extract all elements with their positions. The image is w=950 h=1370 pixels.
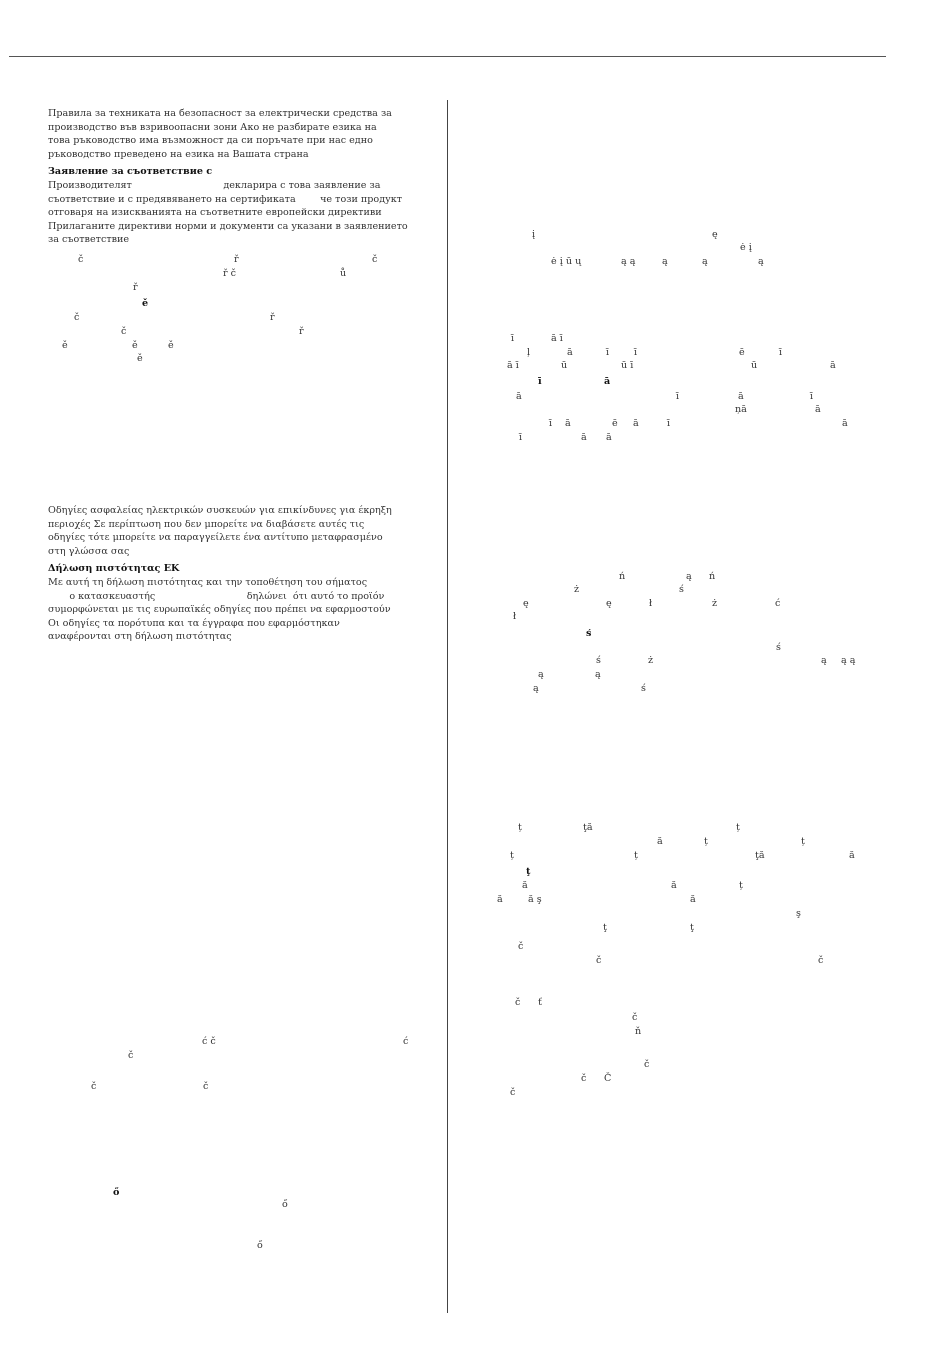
diacritic-fragment: ą ą — [841, 655, 856, 666]
diacritic-fragment: ē — [739, 347, 745, 358]
diacritic-fragment: ą — [595, 669, 601, 680]
diacritic-fragment: ł — [649, 598, 653, 609]
diacritic-fragment: č — [581, 1073, 587, 1084]
bulgarian-heading: Заявление за съответствие с — [48, 166, 213, 178]
diacritic-fragment: ě — [142, 298, 149, 309]
diacritic-fragment: č — [203, 1081, 209, 1092]
diacritic-fragment: ą — [686, 571, 692, 582]
diacritic-fragment: ţ — [603, 922, 607, 933]
diacritic-fragment: ț — [739, 880, 743, 891]
diacritic-fragment: ā — [606, 432, 612, 443]
greek-heading: Δήλωση πιστότητας ΕΚ — [48, 563, 180, 575]
diacritic-fragment: ā — [738, 391, 744, 402]
diacritic-fragment: ă — [671, 880, 677, 891]
diacritic-fragment: č — [372, 254, 378, 265]
diacritic-fragment: č — [632, 1012, 638, 1023]
diacritic-fragment: ī — [676, 391, 680, 402]
diacritic-fragment: ş — [796, 908, 801, 919]
bulgarian-body-line: за съответствие — [48, 234, 130, 246]
bulgarian-body-line: съответствие и с предявяването на сертификата че този продукт — [48, 193, 403, 205]
diacritic-fragment: ő — [257, 1240, 263, 1251]
diacritic-fragment: ń — [619, 571, 626, 582]
diacritic-fragment: ą — [702, 256, 708, 267]
diacritic-fragment: ī — [549, 418, 553, 429]
diacritic-fragment: ă — [690, 894, 696, 905]
diacritic-fragment: č — [515, 997, 521, 1008]
diacritic-fragment: ő — [282, 1199, 288, 1210]
diacritic-fragment: ř — [133, 282, 138, 293]
diacritic-fragment: ă ş — [528, 894, 542, 905]
diacritic-fragment: ă — [849, 850, 855, 861]
diacritic-fragment: ă — [497, 894, 503, 905]
bulgarian-intro-line: Правила за техниката на безопасност за електрически средства за — [48, 108, 392, 119]
diacritic-fragment: ā — [581, 432, 587, 443]
greek-body-line: συμορφώνεται με τις ευρωπαϊκές οδηγίες που πρέπει να εφαρμοστούν — [48, 604, 391, 616]
diacritic-fragment: ń — [709, 571, 716, 582]
diacritic-fragment: ż — [712, 598, 718, 609]
diacritic-fragment: č — [78, 254, 84, 265]
diacritic-fragment: ī — [779, 347, 783, 358]
diacritic-fragment: ř č — [223, 268, 237, 279]
greek-body-line: ο κατασκευαστής δηλώνει ότι αυτό το προϊόν — [48, 590, 385, 602]
diacritic-fragment: ą — [538, 669, 544, 680]
diacritic-fragment: ť — [538, 997, 542, 1008]
diacritic-fragment: ė į — [740, 242, 752, 253]
diacritic-fragment: ě — [62, 340, 68, 351]
diacritic-fragment: ř — [299, 326, 304, 337]
diacritic-fragment: ī — [606, 347, 610, 358]
diacritic-fragment: ţ — [526, 866, 531, 877]
diacritic-fragment: č — [818, 955, 824, 966]
diacritic-fragment: ā — [633, 418, 639, 429]
bulgarian-intro-line: производство във взривоопасни зони Ако не разбирате езика на — [48, 121, 377, 133]
diacritic-fragment: ę — [606, 598, 612, 609]
diacritic-fragment: ţă — [583, 822, 593, 833]
diacritic-fragment: ū — [561, 360, 568, 371]
diacritic-fragment: č — [128, 1050, 134, 1061]
greek-section — [48, 504, 438, 644]
greek-body-line: Με αυτή τη δήλωση πιστότητας και την τοποθέτηση του σήματος — [48, 576, 368, 588]
greek-body-line: αναφέρονται στη δήλωση πιστότητας — [48, 631, 232, 643]
diacritic-fragment: ś — [641, 683, 646, 694]
bulgarian-body-line: Производителят декларира с това заявление за — [48, 179, 381, 191]
diacritic-fragment: ī — [519, 432, 523, 443]
diacritic-fragment: č — [518, 941, 524, 952]
diacritic-fragment: ā ī — [507, 360, 519, 371]
diacritic-fragment: ț — [704, 836, 708, 847]
diacritic-fragment: ī — [538, 376, 542, 387]
diacritic-fragment: ą — [758, 256, 764, 267]
diacritic-fragment: ę — [712, 229, 718, 240]
diacritic-fragment: ś — [679, 584, 684, 595]
diacritic-fragment: ř — [234, 254, 239, 265]
diacritic-fragment: ė į ū ų — [551, 256, 582, 267]
diacritic-fragment: č — [121, 326, 127, 337]
diacritic-fragment: ț — [736, 822, 740, 833]
diacritic-fragment: ā — [565, 418, 571, 429]
diacritic-fragment: ě — [132, 340, 138, 351]
bulgarian-body-line: отговаря на изискванията на съответните европейски директиви — [48, 207, 382, 219]
diacritic-fragment: ć č — [202, 1036, 216, 1047]
diacritic-fragment: ż — [574, 584, 580, 595]
diacritic-fragment: ą — [662, 256, 668, 267]
diacritic-fragment: ū — [751, 360, 758, 371]
diacritic-fragment: ț — [518, 822, 522, 833]
diacritic-fragment: į — [532, 229, 536, 240]
diacritic-fragment: č — [510, 1087, 516, 1098]
diacritic-fragment: č — [74, 312, 80, 323]
diacritic-fragment: ţă — [755, 850, 765, 861]
diacritic-fragment: ļ — [527, 347, 531, 358]
diacritic-fragment: č — [644, 1059, 650, 1070]
diacritic-fragment: ś — [596, 655, 601, 666]
bulgarian-section — [48, 107, 438, 247]
greek-intro-line: περιοχές Σε περίπτωση που δεν μπορείτε να διαβάσετε αυτές τις — [48, 518, 365, 530]
diacritic-fragment: ț — [510, 850, 514, 861]
diacritic-fragment: ī — [634, 347, 638, 358]
diacritic-fragment: ţ — [690, 922, 694, 933]
column-divider — [447, 100, 448, 1313]
greek-intro-line: στη γλώσσα σας — [48, 545, 130, 557]
diacritic-fragment: ā — [815, 404, 821, 415]
greek-intro-line: οδηγίες τότε μπορείτε να παραγγείλετε ένα αντίτυπο μεταφρασμένο — [48, 532, 383, 544]
diacritic-fragment: ś — [586, 628, 592, 639]
diacritic-fragment: ą — [533, 683, 539, 694]
diacritic-fragment: č — [596, 955, 602, 966]
diacritic-fragment: ů — [340, 268, 347, 279]
diacritic-fragment: ě — [168, 340, 174, 351]
diacritic-fragment: ě — [137, 353, 143, 364]
diacritic-fragment: ę — [523, 598, 529, 609]
diacritic-fragment: ő — [113, 1187, 120, 1198]
bulgarian-body-line: Прилаганите директиви норми и документи са указани в заявлението — [48, 220, 408, 232]
diacritic-fragment: ī — [667, 418, 671, 429]
diacritic-fragment: ć — [775, 598, 781, 609]
header-rule — [9, 56, 886, 57]
diacritic-fragment: ă — [657, 836, 663, 847]
diacritic-fragment: ņā — [735, 404, 747, 415]
diacritic-fragment: ū ī — [621, 360, 634, 371]
diacritic-fragment: ā ī — [551, 333, 563, 344]
diacritic-fragment: ā — [516, 391, 522, 402]
diacritic-fragment: ř — [270, 312, 275, 323]
diacritic-fragment: ē — [612, 418, 618, 429]
diacritic-fragment: ā — [567, 347, 573, 358]
diacritic-fragment: ā — [842, 418, 848, 429]
diacritic-fragment: ī — [810, 391, 814, 402]
diacritic-fragment: ł — [513, 611, 517, 622]
diacritic-fragment: ț — [801, 836, 805, 847]
diacritic-fragment: ą — [821, 655, 827, 666]
bulgarian-intro-line: ръководство преведено на езика на Вашата страна — [48, 148, 309, 160]
diacritic-fragment: ą ą — [621, 256, 636, 267]
diacritic-fragment: ć — [403, 1036, 409, 1047]
diacritic-fragment: ā — [604, 376, 611, 387]
diacritic-fragment: ī — [511, 333, 515, 344]
diacritic-fragment: ś — [776, 642, 781, 653]
diacritic-fragment: č — [91, 1081, 97, 1092]
diacritic-fragment: ň — [635, 1026, 642, 1037]
diacritic-fragment: ț — [634, 850, 638, 861]
greek-intro-line: Οδηγίες ασφαλείας ηλεκτρικών συσκευών για επικίνδυνες για έκρηξη — [48, 505, 392, 516]
diacritic-fragment: ā — [830, 360, 836, 371]
diacritic-fragment: ă — [522, 880, 528, 891]
greek-body-line: Οι οδηγίες τα πορότυπα και τα έγγραφα που εφαρμόστηκαν — [48, 617, 340, 629]
diacritic-fragment: Č — [604, 1073, 612, 1084]
diacritic-fragment: ż — [648, 655, 654, 666]
bulgarian-intro-line: това ръководство има възможност да си поръчате при нас едно — [48, 135, 373, 147]
